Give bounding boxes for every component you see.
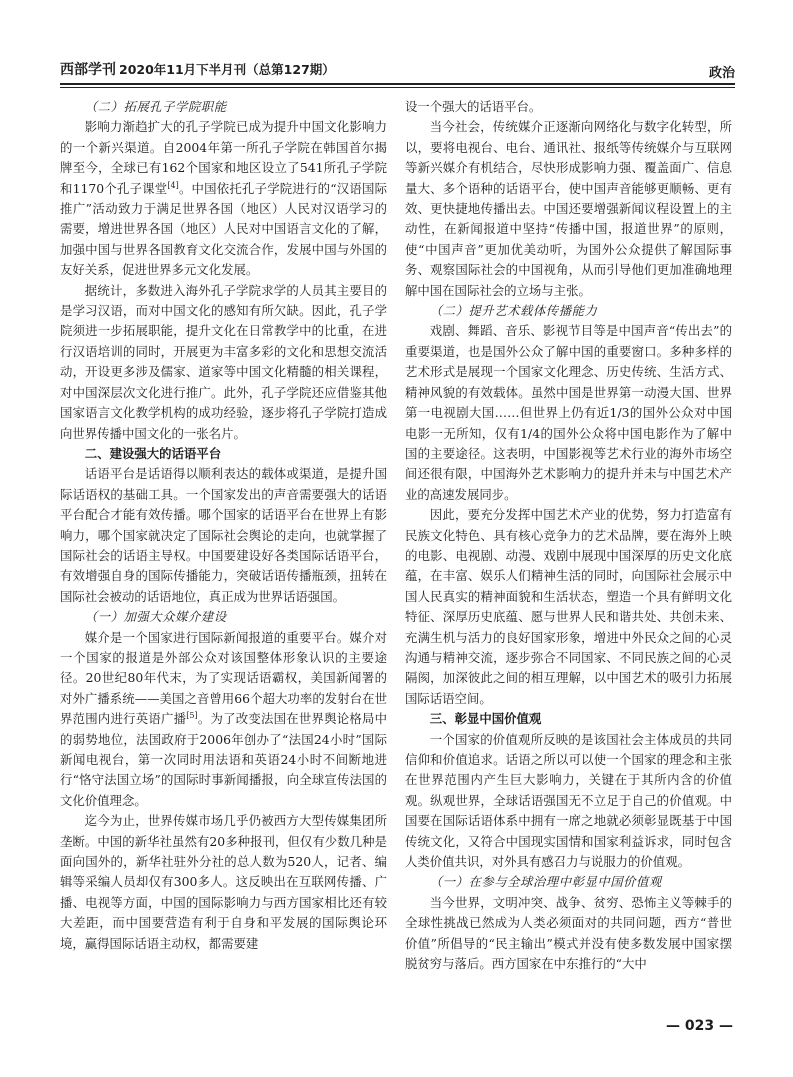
paragraph-text: 据统计，多数进入海外孔子学院求学的人员其主要目的是学习汉语，而对中国文化的感知有所欠缺。因此，孔子学院须进一步拓展职能，提升文化在日常教学中的比重，在进行汉语培训的同时，开展更为丰富多彩的文化和思想交流活动，开设更多涉及儒家、道家等中国文化精髓的相关课程，对中国深层次文化进行推广。此外，孔子学院还应借鉴其他国家语言文化教学机构的成功经验，逐步将孔子学院打造成向世界传播中国文化的一张名片。 <box>60 282 387 441</box>
page-number: — 023 — <box>666 1018 733 1034</box>
paragraph-text: 二、建设强大的话语平台 <box>84 445 222 461</box>
issue-info: 2020年11月下半月刊（总第127期） <box>119 62 335 77</box>
subsection-heading <box>60 607 387 627</box>
body-paragraph <box>60 464 387 607</box>
paragraph-text: 因此，要充分发挥中国艺术产业的优势，努力打造富有民族文化特色、具有核心竞争力的艺术品牌，要在海外上映的电影、电视剧、动漫、戏剧中展现中国深厚的历史文化底蕴，在丰富、娱乐人们精神生活的同时，向国际社会展示中国人民真实的精神面貌和生活状态，塑造一个具有鲜明文化特征、深厚历史底蕴、愿与世界人民和谐共处、共创未来、充满生机与活力的良好国家形象，增进中外民众之间的心灵沟通与精神交流，逐步弥合不同国家、不同民族之间的心灵隔阂，加深彼此之间的相互理解，以中国艺术的吸引力拓展国际话语空间。 <box>405 507 732 706</box>
header-rule-thick <box>60 83 735 85</box>
paragraph-text: 影响力渐趋扩大的孔子学院已成为提升中国文化影响力的一个新兴渠道。自2004年第一所孔子学院在韩国首尔揭牌至今，全球已有162个国家和地区设立了541所孔子学院和1170个孔子课堂 <box>60 119 387 196</box>
paragraph-text: （二）拓展孔子学院职能 <box>84 99 227 114</box>
body-paragraph <box>405 97 732 117</box>
body-paragraph <box>405 321 732 505</box>
section-heading <box>405 709 732 729</box>
body-paragraph <box>405 893 732 975</box>
citation-marker: [5] <box>186 711 198 721</box>
paragraph-text: 当今世界，文明冲突、战争、贫穷、恐怖主义等棘手的全球性挑战已然成为人类必须面对的共同问题，西方“普世价值”所倡导的“民主输出”模式并没有使多数发展中国家摆脱贫穷与落后。西方国家在中东推行的“大中 <box>405 894 732 972</box>
paragraph-text: （一）加强大众媒介建设 <box>84 609 227 625</box>
body-paragraph <box>60 628 387 812</box>
paragraph-text: 迄今为止，世界传媒市场几乎仍被西方大型传媒集团所垄断。中国的新华社虽然有20多种报刊，但仅有少数几种是面向国外的，新华社驻外分社的总人数为520人，记者、编辑等采编人员却仅有300多人。这反映出在互联网传播、广播、电视等方面，中国的国际影响力与西方国家相比还有较大差距，而中国要营造有利于自身和平发展的国际舆论环境，赢得国际话语主动权，都需要建 <box>60 813 387 951</box>
body-paragraph <box>405 117 732 301</box>
paragraph-text: 一个国家的价值观所反映的是该国社会主体成员的共同信仰和价值追求。话语之所以可以使一个国家的理念和主张在世界范围内产生巨大影响力，关键在于其所内含的价值观。纵观世界，全球话语强国无不立足于自己的价值观。中国要在国际话语体系中拥有一席之地就必须彰显既基于中国传统文化，又符合中国现实国情和国家利益诉求，同时包含人类价值共识，对外具有感召力与说服力的价值观。 <box>405 731 732 870</box>
paragraph-text: 当今社会，传统媒介正逐渐向网络化与数字化转型，所以，要将电视台、电台、通讯社、报纸等传统媒介与互联网等新兴媒介有机结合，尽快形成影响力强、覆盖面广、信息量大、多个语种的话语平台，使中国声音能够更顺畅、更有效、更快捷地传播出去。中国还要增强新闻议程设置上的主动性，在新闻报道中坚持“传播中国，报道世界”的原则，使“中国声音”更加优美动听，为国外公众提供了解国际事务、观察国际社会的中国视角，从而引导他们更加准确地理解中国在国际社会的立场与主张。 <box>405 119 732 298</box>
section-heading <box>60 444 387 464</box>
subsection-heading <box>405 872 732 892</box>
paragraph-text: 三、彰显中国价值观 <box>429 711 542 727</box>
citation-marker: [4] <box>167 180 179 190</box>
running-header <box>60 62 735 84</box>
paragraph-text: （一）在参与全球治理中彰显中国价值观 <box>429 874 662 890</box>
body-paragraph <box>60 117 387 280</box>
paragraph-text: 话语平台是话语得以顺利表达的载体或渠道，是提升国际话语权的基础工具。一个国家发出的声音需要强大的话语平台配合才能有效传播。哪个国家的话语平台在世界上有影响力，哪个国家就决定了国际社会舆论的走向，也就掌握了国际社会的话语主导权。中国要建设好各类国际话语平台，有效增强自身的国际传播能力，突破话语传播瓶颈，扭转在国际社会被动的话语地位，真正成为世界话语强国。 <box>60 466 387 604</box>
paragraph-text: 。中国依托孔子学院进行的“汉语国际推广”活动致力于满足世界各国（地区）人民对汉语学习的需要，增进世界各国（地区）人民对中国语言文化的了解，加强中国与世界各国教育文化交流合作，发展中国与外国的友好关系，促进世界多元文化发展。 <box>60 180 387 278</box>
body-paragraph <box>405 505 732 709</box>
subsection-heading <box>60 97 387 117</box>
right-column <box>405 97 732 974</box>
body-paragraph <box>405 730 732 873</box>
journal-title <box>60 62 335 78</box>
header-rule-thin <box>60 87 735 88</box>
left-column <box>60 97 387 954</box>
subsection-heading <box>405 301 732 321</box>
paragraph-text: 戏剧、舞蹈、音乐、影视节目等是中国声音“传出去”的重要渠道，也是国外公众了解中国的重要窗口。多种多样的艺术形式是展现一个国家文化理念、历史传统、生活方式、精神风貌的有效载体。虽然中国是世界第一动漫大国、世界第一电视剧大国……但世界上仍有近1/3的国外公众对中国电影一无所知，仅有1/4的国外公众将中国电影作为了解中国的主要途径。这表明，中国影视等艺术行业的海外市场空间还很有限，中国海外艺术影响力的提升并未与中国艺术产业的高速发展同步。 <box>405 323 732 502</box>
paragraph-text: 媒介是一个国家进行国际新闻报道的重要平台。媒介对一个国家的报道是外部公众对该国整体形象认识的主要途径。20世纪80年代末，为了实现话语霸权，美国新闻署的对外广播系统——美国之音曾用66个超大功率的发射台在世界范围内进行英语广播 <box>60 629 387 727</box>
journal-logo: 西部学刊 <box>60 62 116 78</box>
paragraph-text: 。为了改变法国在世界舆论格局中的弱势地位，法国政府于2006年创办了“法国24小时”国际新闻电视台，第一次同时用法语和英语24小时不间断地进行“恪守法国立场”的国际时事新闻播报，向全球宣传法国的文化价值理念。 <box>60 711 388 808</box>
paragraph-text: （二）提升艺术载体传播能力 <box>429 303 598 319</box>
body-paragraph <box>60 811 387 954</box>
paragraph-text: 设一个强大的话语平台。 <box>405 99 542 114</box>
section-label: 政治 <box>708 66 735 81</box>
body-paragraph <box>60 281 387 444</box>
